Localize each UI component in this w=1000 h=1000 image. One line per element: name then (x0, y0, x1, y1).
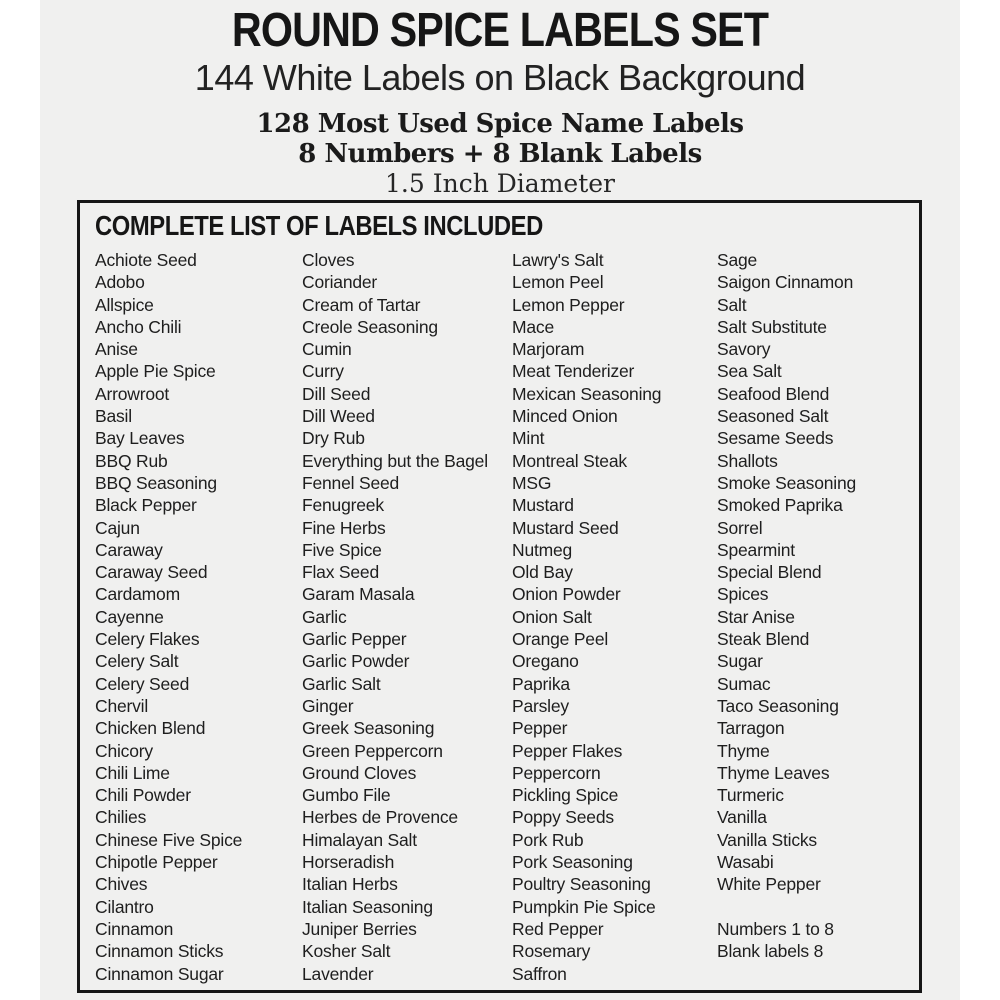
product-insert-sheet (40, 0, 960, 1000)
list-item: Saffron (512, 963, 567, 984)
list-item: Garlic Powder (302, 651, 410, 672)
list-item: Sugar (717, 651, 763, 672)
list-item: Basil (95, 406, 132, 427)
list-item: Peppercorn (512, 762, 601, 783)
list-item: Garlic Salt (302, 673, 381, 694)
list-item: Chervil (95, 695, 149, 716)
list-item: Garam Masala (302, 584, 415, 605)
list-item: Pickling Spice (512, 785, 619, 806)
list-item: Meat Tenderizer (512, 361, 635, 382)
list-item: Sumac (717, 673, 771, 694)
list-item: Red Pepper (512, 918, 604, 939)
list-item: Celery Flakes (95, 629, 200, 650)
page-subtitle: 144 White Labels on Black Background (194, 57, 806, 98)
list-item: Pepper Flakes (512, 740, 623, 761)
list-item: Coriander (302, 272, 378, 293)
list-item: Lawry's Salt (512, 250, 604, 270)
list-item: Cumin (302, 339, 352, 360)
list-item: Cajun (95, 517, 140, 538)
list-item: Cinnamon Sticks (95, 941, 224, 962)
list-item: Ancho Chili (95, 316, 182, 337)
list-item: Mexican Seasoning (512, 383, 662, 404)
list-heading: COMPLETE LIST OF LABELS INCLUDED (95, 210, 543, 241)
list-item: Nutmeg (512, 539, 573, 560)
list-item: Steak Blend (717, 629, 810, 650)
extra-item: Numbers 1 to 8 (717, 918, 834, 939)
list-item: Chilies (95, 807, 147, 828)
list-item: Black Pepper (95, 495, 197, 516)
list-item: Mint (512, 428, 545, 449)
list-item: Onion Salt (512, 606, 592, 627)
list-item: Kosher Salt (302, 941, 391, 962)
list-item: Anise (95, 339, 138, 360)
list-item: Onion Powder (512, 584, 621, 605)
list-item: Wasabi (717, 852, 774, 873)
list-item: Green Peppercorn (302, 740, 443, 761)
list-item: Parsley (512, 695, 569, 716)
list-item: Mace (512, 316, 554, 337)
list-item: Cardamom (95, 584, 180, 605)
list-item: Shallots (717, 450, 778, 471)
list-item: Mustard (512, 495, 574, 516)
list-item: Chili Lime (95, 762, 170, 783)
list-item: Sorrel (717, 517, 763, 538)
list-item: Chipotle Pepper (95, 852, 218, 873)
list-item: Oregano (512, 651, 579, 672)
list-item: Spices (717, 584, 769, 605)
list-item: Sesame Seeds (717, 428, 834, 449)
list-item: BBQ Seasoning (95, 472, 217, 493)
list-item: Salt Substitute (717, 316, 827, 337)
list-item: Apple Pie Spice (95, 361, 216, 382)
list-item: Cream of Tartar (302, 294, 421, 315)
list-item: Allspice (95, 294, 154, 315)
list-item: Taco Seasoning (717, 695, 839, 716)
list-item: Lemon Peel (512, 272, 604, 293)
list-item: Cilantro (95, 896, 154, 917)
list-item: Adobo (95, 272, 145, 293)
list-item: Vanilla Sticks (717, 829, 817, 850)
page-title: ROUND SPICE LABELS SET (231, 4, 769, 57)
list-item: Tarragon (717, 718, 785, 739)
list-item: Himalayan Salt (302, 829, 417, 850)
list-item: Italian Herbs (302, 874, 398, 895)
labels-column (717, 249, 915, 985)
list-item: Smoke Seasoning (717, 472, 857, 493)
list-item: Greek Seasoning (302, 718, 435, 739)
list-item: Garlic Pepper (302, 629, 407, 650)
list-item: Herbes de Provence (302, 807, 458, 828)
labels-column (302, 249, 512, 985)
list-item: Gumbo File (302, 785, 391, 806)
list-item: Arrowroot (95, 383, 170, 404)
list-item: Thyme (717, 740, 770, 761)
extras-group (717, 918, 915, 963)
list-item: Cayenne (95, 606, 164, 627)
list-item: Salt (717, 294, 747, 315)
list-item: Caraway (95, 539, 163, 560)
list-item: Poultry Seasoning (512, 874, 651, 895)
list-item: Lavender (302, 963, 374, 984)
list-item: Special Blend (717, 562, 822, 583)
list-item: Chives (95, 874, 148, 895)
list-item: Dill Seed (302, 383, 371, 404)
list-item: Fine Herbs (302, 517, 386, 538)
list-item: Caraway Seed (95, 562, 208, 583)
list-item: Minced Onion (512, 406, 618, 427)
list-item: Sea Salt (717, 361, 782, 382)
list-item: Montreal Steak (512, 450, 627, 471)
list-item: Juniper Berries (302, 918, 417, 939)
detail-line-2: 8 Numbers + 8 Blank Labels (298, 139, 702, 169)
list-item: Turmeric (717, 785, 784, 806)
list-item: Ground Cloves (302, 762, 417, 783)
list-item: Everything but the Bagel (302, 450, 488, 471)
list-item: Saigon Cinnamon (717, 272, 854, 293)
list-item: Chinese Five Spice (95, 829, 243, 850)
list-item: Creole Seasoning (302, 316, 438, 337)
list-item: Five Spice (302, 539, 382, 560)
list-item: Vanilla (717, 807, 767, 828)
list-item: Chicken Blend (95, 718, 206, 739)
list-item: Cinnamon (95, 918, 174, 939)
list-item: White Pepper (717, 874, 821, 895)
list-item: Star Anise (717, 606, 795, 627)
list-item: Cloves (302, 250, 355, 270)
list-item: Lemon Pepper (512, 294, 625, 315)
list-item: Paprika (512, 673, 570, 694)
list-item: Flax Seed (302, 562, 379, 583)
list-item: MSG (512, 472, 552, 493)
list-item: BBQ Rub (95, 450, 168, 471)
list-item: Orange Peel (512, 629, 609, 650)
list-item: Spearmint (717, 539, 795, 560)
list-item: Ginger (302, 695, 354, 716)
list-item: Pepper (512, 718, 568, 739)
list-item: Smoked Paprika (717, 495, 843, 516)
list-item: Seafood Blend (717, 383, 830, 404)
list-item: Pork Seasoning (512, 852, 633, 873)
list-item: Curry (302, 361, 344, 382)
list-item: Celery Seed (95, 673, 190, 694)
list-item: Chili Powder (95, 785, 191, 806)
list-item: Cinnamon Sugar (95, 963, 224, 984)
labels-columns (95, 249, 915, 985)
labels-list-box (77, 200, 922, 993)
list-item: Dry Rub (302, 428, 365, 449)
list-item: Bay Leaves (95, 428, 185, 449)
list-item: Thyme Leaves (717, 762, 830, 783)
list-item: Marjoram (512, 339, 585, 360)
list-item: Achiote Seed (95, 250, 197, 270)
list-item: Fennel Seed (302, 472, 400, 493)
list-item: Rosemary (512, 941, 591, 962)
list-item: Italian Seasoning (302, 896, 433, 917)
labels-column (512, 249, 717, 985)
list-item: Pork Rub (512, 829, 584, 850)
list-item: Dill Weed (302, 406, 375, 427)
list-item: Horseradish (302, 852, 395, 873)
labels-column (95, 249, 302, 985)
list-item: Celery Salt (95, 651, 179, 672)
list-item: Sage (717, 250, 758, 270)
list-item: Seasoned Salt (717, 406, 829, 427)
list-item: Garlic (302, 606, 347, 627)
header (40, 5, 960, 198)
extra-item: Blank labels 8 (717, 941, 824, 962)
list-item: Fenugreek (302, 495, 384, 516)
list-item: Pumpkin Pie Spice (512, 896, 656, 917)
list-item: Savory (717, 339, 771, 360)
detail-line-3: 1.5 Inch Diameter (385, 169, 615, 198)
list-item: Poppy Seeds (512, 807, 614, 828)
detail-line-1: 128 Most Used Spice Name Labels (256, 109, 744, 139)
list-item: Mustard Seed (512, 517, 619, 538)
list-item: Chicory (95, 740, 153, 761)
list-item: Old Bay (512, 562, 573, 583)
